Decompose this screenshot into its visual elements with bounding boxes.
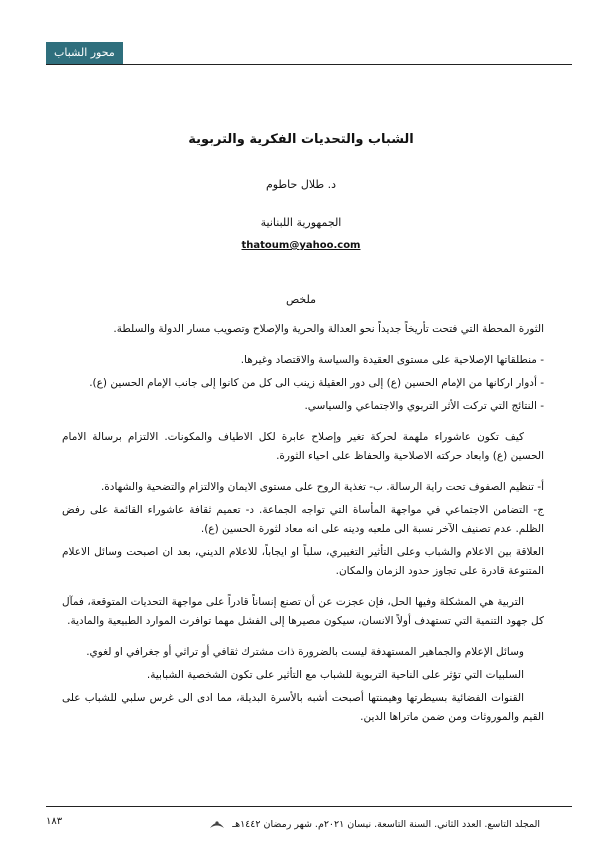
- abstract-heading: ملخص: [285, 293, 317, 306]
- abstract-paragraph: - منطلقاتها الإصلاحية على مستوى العقيدة والسياسة والاقتصاد وغيرها.: [240, 354, 544, 366]
- article-title: الشباب والتحديات الفكرية والتربوية: [188, 132, 414, 147]
- author-name: د. طلال حاطوم: [265, 178, 337, 191]
- abstract-paragraph: وسائل الإعلام والجماهير المستهدفة ليست بالضرورة ذات مشترك ثقافي أو تراثي أو جغرافي او لغوي.: [86, 646, 524, 658]
- top-rule: [46, 64, 572, 65]
- abstract-paragraph: العلاقة بين الاعلام والشباب وعلى التأثير التغييري، سلباً او ايجاباً، للاعلام الديني، بعد ان اصبحت وسائل الاعلام المتنوعة قادرة على تجاوز حدود الزمان والمكان.: [62, 546, 544, 577]
- abstract-paragraph: السلبيات التي تؤثر على الناحية التربوية للشباب مع التأثير على تكون الشخصية الشبابية.: [146, 669, 524, 681]
- abstract-paragraph: التربية هي المشكلة وفيها الحل، فإن عجزت عن أن تصنع إنساناً قادراً على مواجهة التحديات المتوقعة، فمآل كل جهود التنمية التي تستهدف أولاً الانسان، سيكون مصيرها إلى الفشل مهما توافرت الموارد الطبيعية والمادية.: [62, 596, 544, 627]
- abstract-paragraph: - النتائج التي تركت الأثر التربوي والاجتماعي والسياسي.: [304, 400, 544, 412]
- author-affiliation: الجمهورية اللبنانية: [260, 216, 342, 229]
- abstract-paragraph: أ- تنظيم الصفوف تحت راية الرسالة. ب- تغذية الروح على مستوى الايمان والالتزام والتضحية والشهادة.: [100, 481, 544, 493]
- section-label: محور الشباب: [46, 42, 123, 64]
- crescent-emblem-icon: [208, 818, 226, 830]
- abstract-paragraph: كيف تكون عاشوراء ملهمة لحركة تغير وإصلاح عابرة لكل الاطياف والمكونات. الالتزام برسالة الامام الحسين (ع) وابعاد حركته الاصلاحية والحفاظ على احياء الثورة.: [62, 431, 544, 462]
- abstract-body: [62, 320, 544, 731]
- footer-journal-info: المجلد التاسع. العدد الثاني. السنة التاسعة. نيسان ٢٠٢١م. شهر رمضان ١٤٤٢هـ: [232, 818, 540, 830]
- author-email: thatoum@yahoo.com: [241, 240, 361, 251]
- page-number: ١٨٣: [46, 816, 63, 827]
- bottom-rule: [46, 806, 572, 807]
- footer: [70, 818, 540, 830]
- abstract-paragraph: الثورة المحطة التي فتحت تأريخاً جديداً نحو العدالة والحرية والإصلاح وتصويب مسار الدولة والسلطة.: [113, 323, 544, 335]
- abstract-paragraph: القنوات الفضائية بسيطرتها وهيمنتها أصبحت أشبه بالأسرة البديلة، مما ادى الى غرس سلبي للشباب على القيم والموروثات ومن ضمن ماتراها الدين.: [62, 692, 544, 723]
- abstract-paragraph: ج- التضامن الاجتماعي في مواجهة المأساة التي تواجه الجماعة. د- تعميم ثقافة عاشوراء القائمة على رفض الظلم. عدم تصنيف الآخر نسبة الى ملعبه ودينه على انه معاد لثورة الحسين (ع).: [62, 504, 544, 535]
- abstract-paragraph: - أدوار اركانها من الإمام الحسين (ع) إلى دور العقيلة زينب الى كل من كانوا إلى جانب الإمام الحسين (ع).: [89, 377, 544, 389]
